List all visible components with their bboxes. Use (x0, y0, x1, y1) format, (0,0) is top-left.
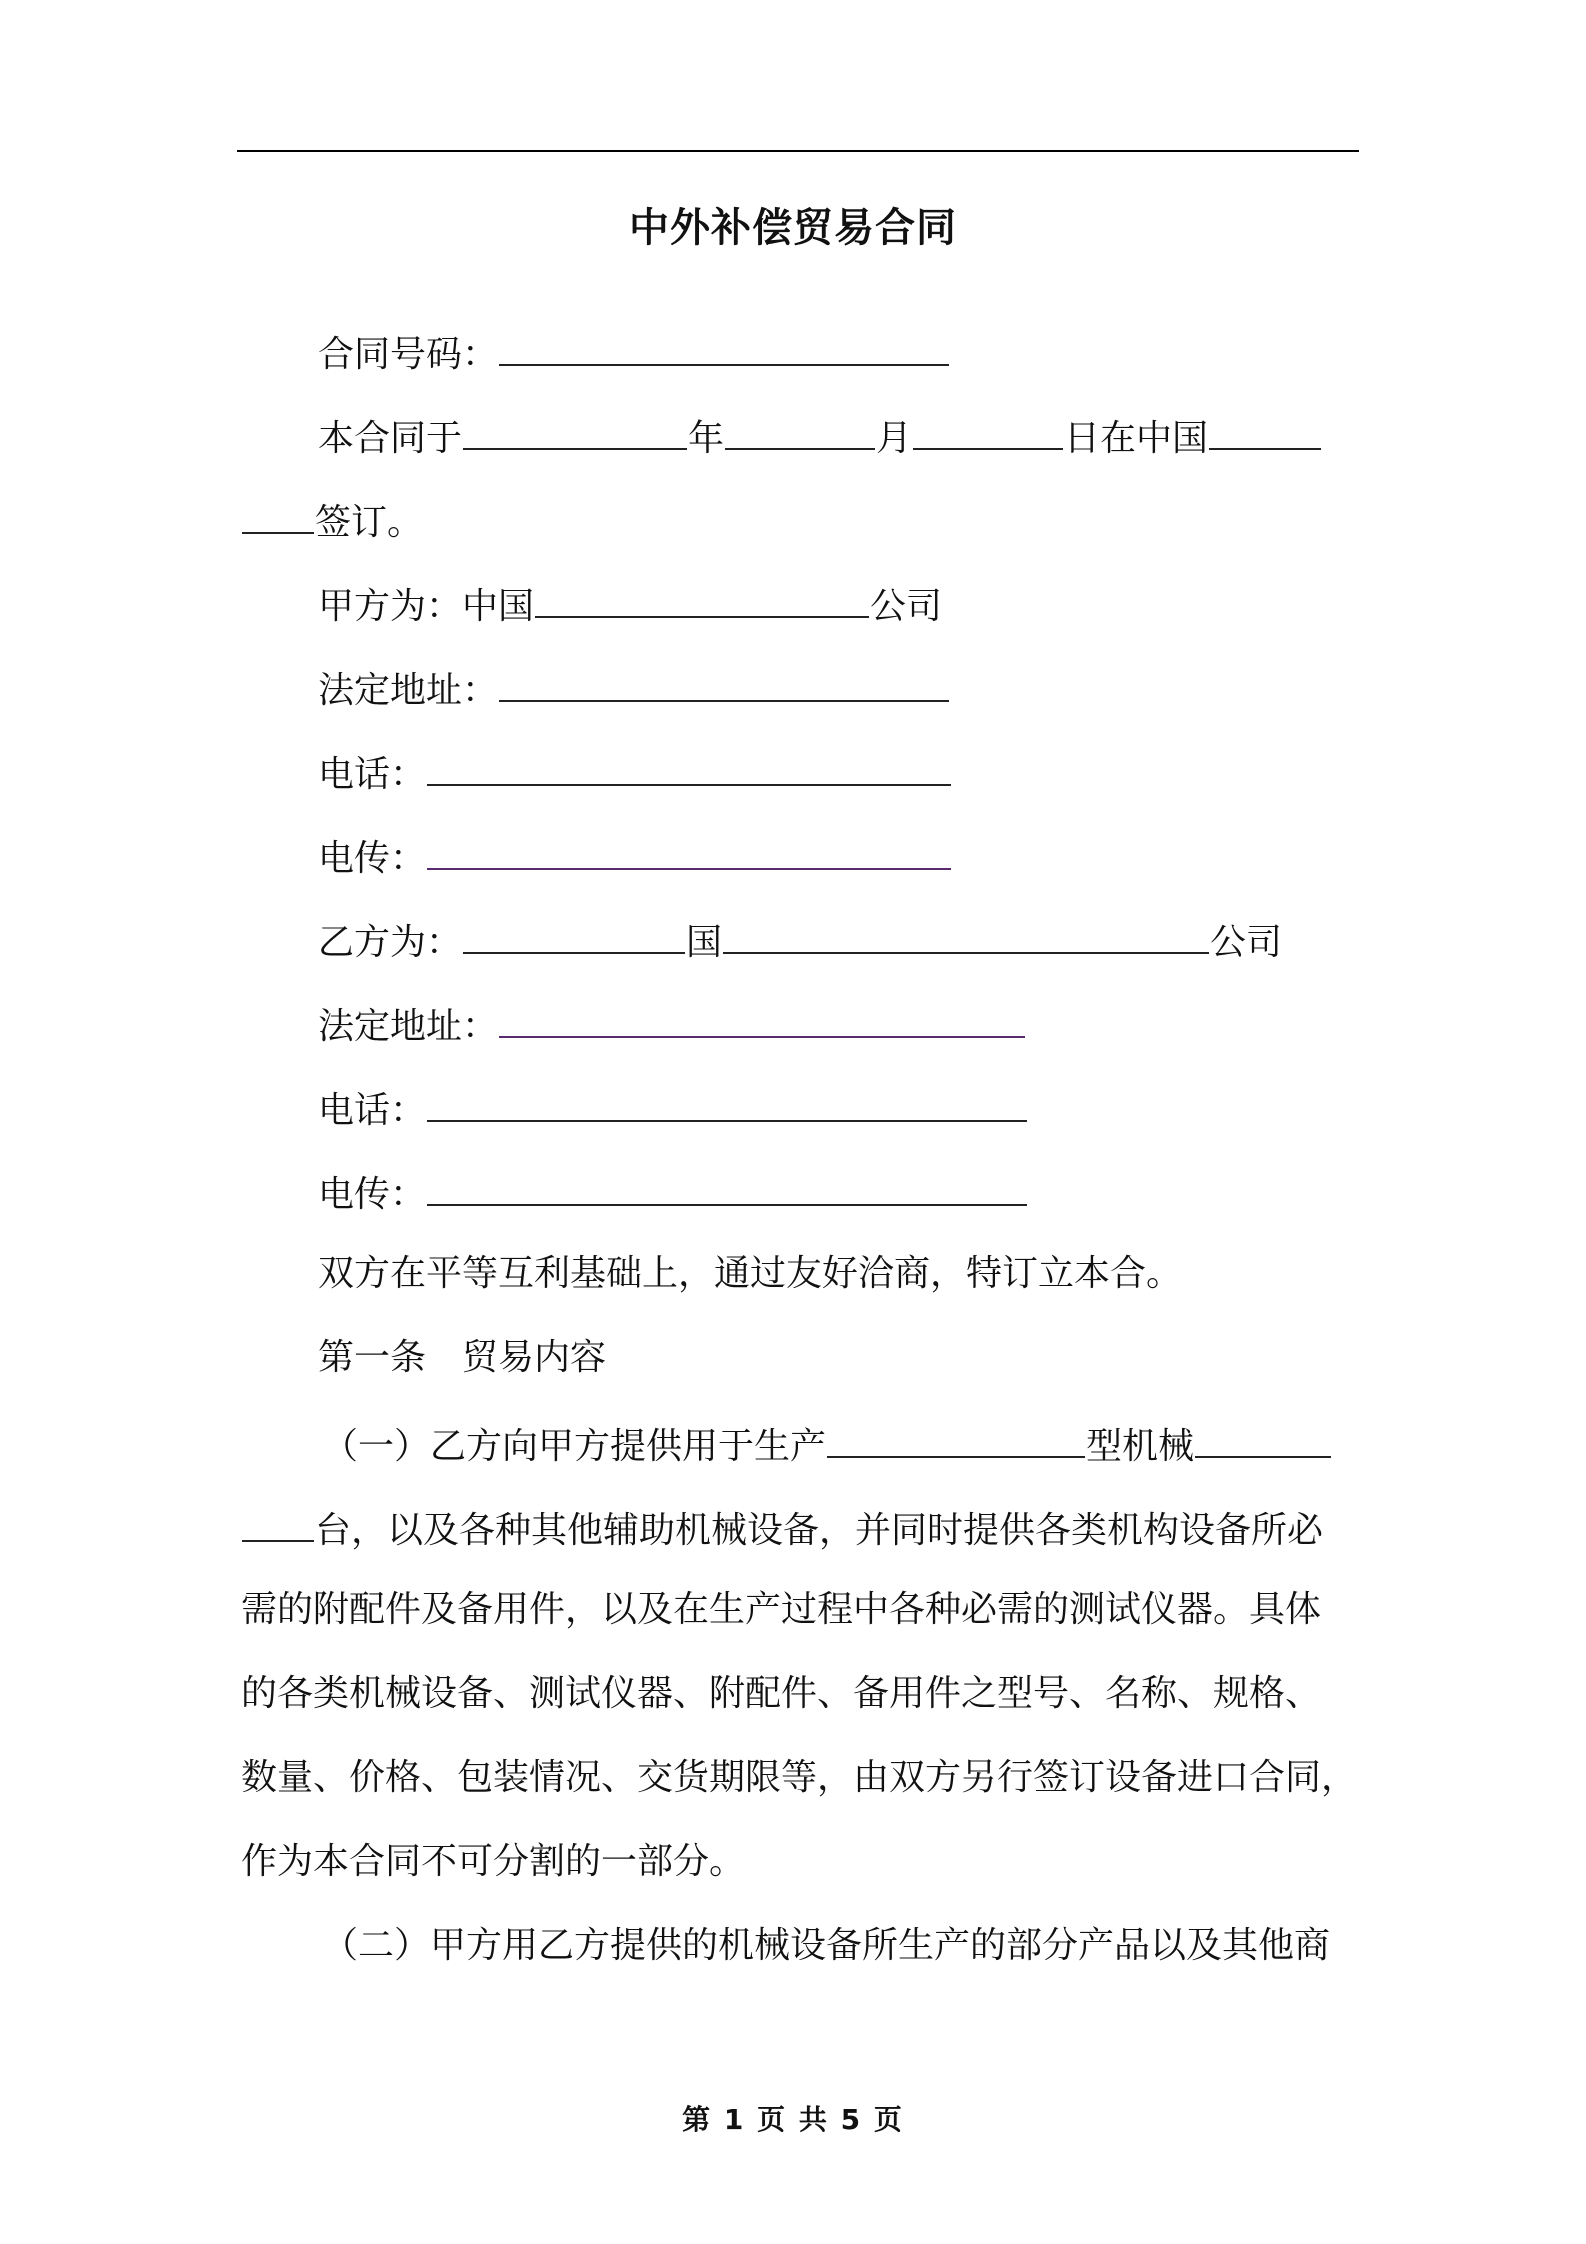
signing-prefix: 本合同于 (318, 418, 463, 459)
party-a-label: 甲方为：中国 (318, 586, 535, 627)
party-b-line (318, 914, 1282, 967)
party-a-phone-label: 电话： (318, 754, 427, 795)
signing-place-blank-cont[interactable] (242, 494, 314, 534)
contract-number-line (318, 326, 950, 379)
signing-month-blank[interactable] (725, 410, 875, 450)
preamble: 双方在平等互利基础上，通过友好洽商，特订立本合。 (318, 1253, 1183, 1294)
document-title: 中外补偿贸易合同 (629, 205, 957, 251)
party-b-country-blank[interactable] (463, 914, 685, 954)
signing-place-label: 日在中国 (1064, 418, 1209, 459)
party-b-address-blank[interactable] (499, 998, 1025, 1038)
page-number: 第 1 页 共 5 页 (682, 2103, 904, 2136)
article-1-number: 第一条 (318, 1337, 427, 1378)
article-1-title: 贸易内容 (462, 1337, 607, 1378)
party-b-name-blank[interactable] (723, 914, 1209, 954)
clause-1-line-2 (241, 1502, 1323, 1555)
party-a-address-line (318, 662, 950, 715)
party-a-address-blank[interactable] (499, 662, 949, 702)
party-b-label: 乙方为： (318, 922, 463, 963)
clause-1-model-label: 型机械 (1086, 1426, 1195, 1467)
signing-line (318, 410, 1322, 463)
party-a-phone-line (318, 746, 952, 799)
party-b-telex-label: 电传： (318, 1174, 427, 1215)
clause-1-quantity-blank[interactable] (1195, 1418, 1331, 1458)
clause-1-line-1 (322, 1418, 1332, 1471)
party-a-telex-line (318, 830, 952, 883)
signing-year-blank[interactable] (463, 410, 687, 450)
clause-1-prefix: （一）乙方向甲方提供用于生产 (322, 1426, 827, 1467)
party-b-telex-blank[interactable] (427, 1166, 1027, 1206)
party-a-suffix: 公司 (870, 586, 943, 627)
signing-suffix: 签订。 (315, 502, 424, 543)
party-b-address-label: 法定地址： (318, 1006, 499, 1047)
party-a-line (318, 578, 942, 631)
clause-1-line-5: 数量、价格、包装情况、交货期限等，由双方另行签订设备进口合同， (241, 1757, 1358, 1798)
clause-1-product-blank[interactable] (827, 1418, 1085, 1458)
clause-2-line-1: （二）甲方用乙方提供的机械设备所生产的部分产品以及其他商 (322, 1925, 1331, 1966)
party-b-phone-blank[interactable] (427, 1082, 1027, 1122)
article-1-heading (318, 1334, 606, 1382)
clause-1-line-2-text: 台，以及各种其他辅助机械设备，并同时提供各类机构设备所必 (315, 1510, 1324, 1551)
party-b-country-label: 国 (686, 922, 723, 963)
signing-year-label: 年 (688, 418, 725, 459)
party-b-telex-line (318, 1166, 1028, 1219)
party-b-phone-label: 电话： (318, 1090, 427, 1131)
party-b-phone-line (318, 1082, 1028, 1135)
party-b-address-line (318, 998, 1026, 1051)
party-b-suffix: 公司 (1210, 922, 1283, 963)
signing-day-blank[interactable] (913, 410, 1063, 450)
signing-place-blank[interactable] (1209, 410, 1321, 450)
contract-number-label: 合同号码： (318, 334, 499, 375)
clause-1-quantity-blank-cont[interactable] (242, 1502, 314, 1542)
party-a-address-label: 法定地址： (318, 670, 499, 711)
clause-1-line-6: 作为本合同不可分割的一部分。 (241, 1841, 746, 1882)
clause-1-line-4: 的各类机械设备、测试仪器、附配件、备用件之型号、名称、规格、 (241, 1673, 1322, 1714)
clause-1-line-3: 需的附配件及备用件，以及在生产过程中各种必需的测试仪器。具体 (241, 1589, 1322, 1630)
header-rule (237, 150, 1359, 152)
party-a-name-blank[interactable] (535, 578, 869, 618)
signing-month-label: 月 (876, 418, 913, 459)
signing-line-cont (241, 494, 423, 547)
contract-number-blank[interactable] (499, 326, 949, 366)
party-a-telex-blank[interactable] (427, 830, 951, 870)
party-a-phone-blank[interactable] (427, 746, 951, 786)
party-a-telex-label: 电传： (318, 838, 427, 879)
